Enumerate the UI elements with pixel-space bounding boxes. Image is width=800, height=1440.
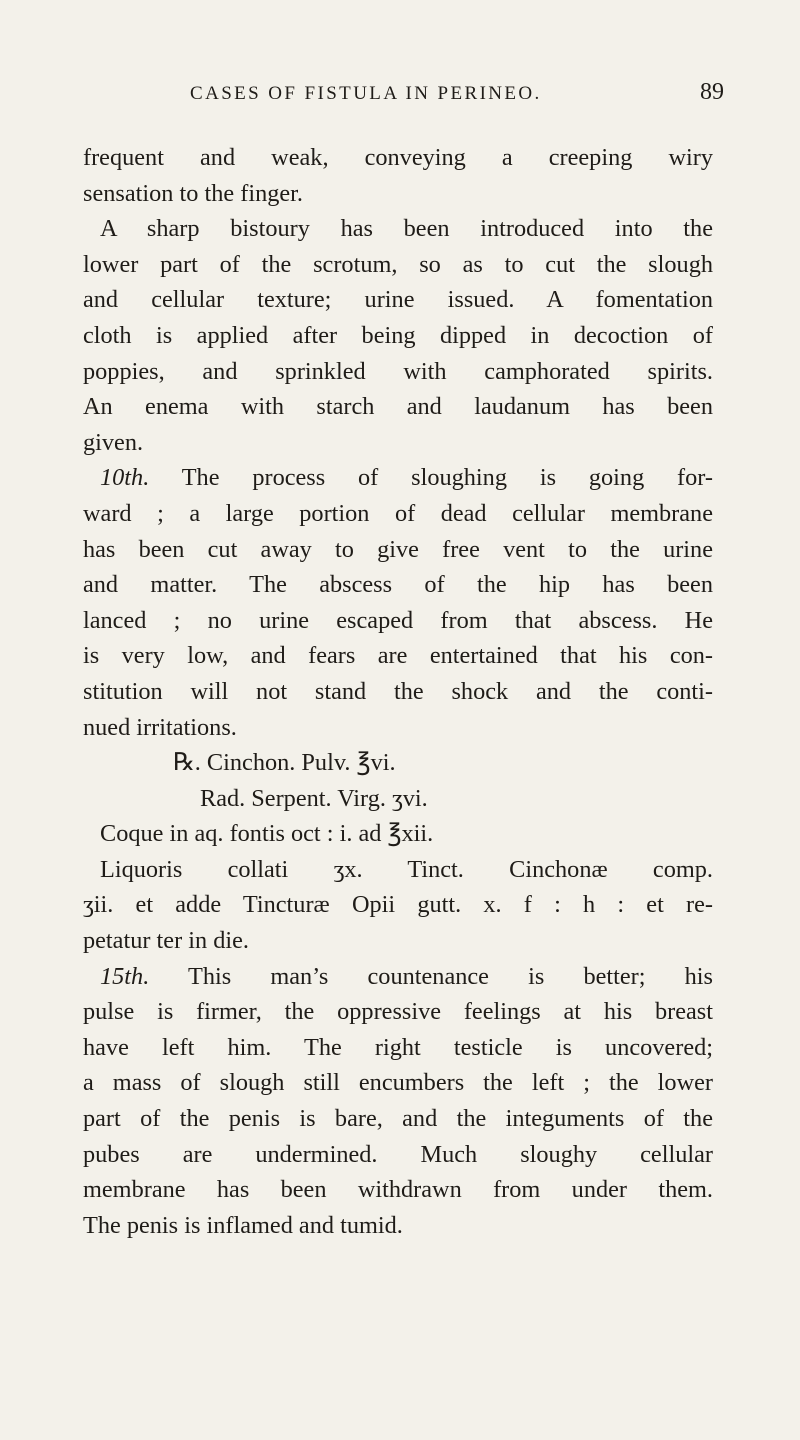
prescription-line: Rad. Serpent. Virg. ʒvi.	[200, 784, 428, 812]
text-line: poppies, and sprinkled with camphorated spirits.	[83, 357, 713, 385]
text-line: ward ; a large portion of dead cellular membrane	[83, 499, 713, 527]
dated-entry-line	[83, 959, 713, 995]
text-line: has been cut away to give free vent to the urine	[83, 535, 713, 563]
text-line: is very low, and fears are entertained that his con-	[83, 642, 713, 670]
text-line: A sharp bistoury has been introduced into the	[100, 215, 713, 243]
text-line: have left him. The right testicle is uncovered;	[83, 1033, 713, 1061]
page-number: 89	[700, 79, 724, 105]
text-line: frequent and weak, conveying a creeping wiry	[83, 144, 713, 171]
text-line: and cellular texture; urine issued. A fomentation	[83, 286, 713, 314]
prescription-line: Coque in aq. fontis oct : i. ad ℥xii.	[100, 820, 434, 848]
entry-date: 10th.	[100, 464, 150, 492]
prescription-line: petatur ter in die.	[83, 927, 249, 955]
body-text	[83, 140, 713, 1243]
text-line: part of the penis is bare, and the integuments of the	[83, 1105, 713, 1133]
text-line: pulse is firmer, the oppressive feelings at his breast	[83, 998, 713, 1026]
text-line: a mass of slough still encumbers the left ; the lower	[83, 1069, 713, 1097]
entry-date: 15th.	[100, 962, 150, 990]
text-line: The process of sloughing is going for-	[181, 464, 713, 492]
prescription-line: ℞. Cinchon. Pulv. ℥vi.	[173, 749, 396, 777]
dated-entry-line	[83, 460, 713, 496]
text-line: and matter. The abscess of the hip has been	[83, 571, 713, 599]
running-head: CASES OF FISTULA IN PERINEO.	[190, 83, 542, 104]
text-line: pubes are undermined. Much sloughy cellular	[83, 1140, 713, 1168]
prescription-line: Liquoris collati ʒx. Tinct. Cinchonæ comp.	[100, 855, 713, 883]
text-line: nued irritations.	[83, 713, 237, 741]
text-line: sensation to the finger.	[83, 179, 303, 207]
text-line: lanced ; no urine escaped from that abscess. He	[83, 606, 713, 634]
prescription-line: ʒii. et adde Tincturæ Opii gutt. x. f : h : et re-	[83, 891, 713, 919]
text-line: given.	[83, 428, 144, 456]
text-line: cloth is applied after being dipped in decoction of	[83, 321, 713, 349]
text-line: The penis is inflamed and tumid.	[83, 1211, 403, 1239]
page-header	[180, 79, 724, 119]
text-line: This man’s countenance is better; his	[188, 962, 714, 990]
text-line: lower part of the scrotum, so as to cut the slough	[83, 250, 713, 278]
text-line: membrane has been withdrawn from under them.	[83, 1176, 713, 1204]
text-line: An enema with starch and laudanum has been	[83, 393, 713, 421]
text-line: stitution will not stand the shock and the conti-	[83, 677, 713, 705]
